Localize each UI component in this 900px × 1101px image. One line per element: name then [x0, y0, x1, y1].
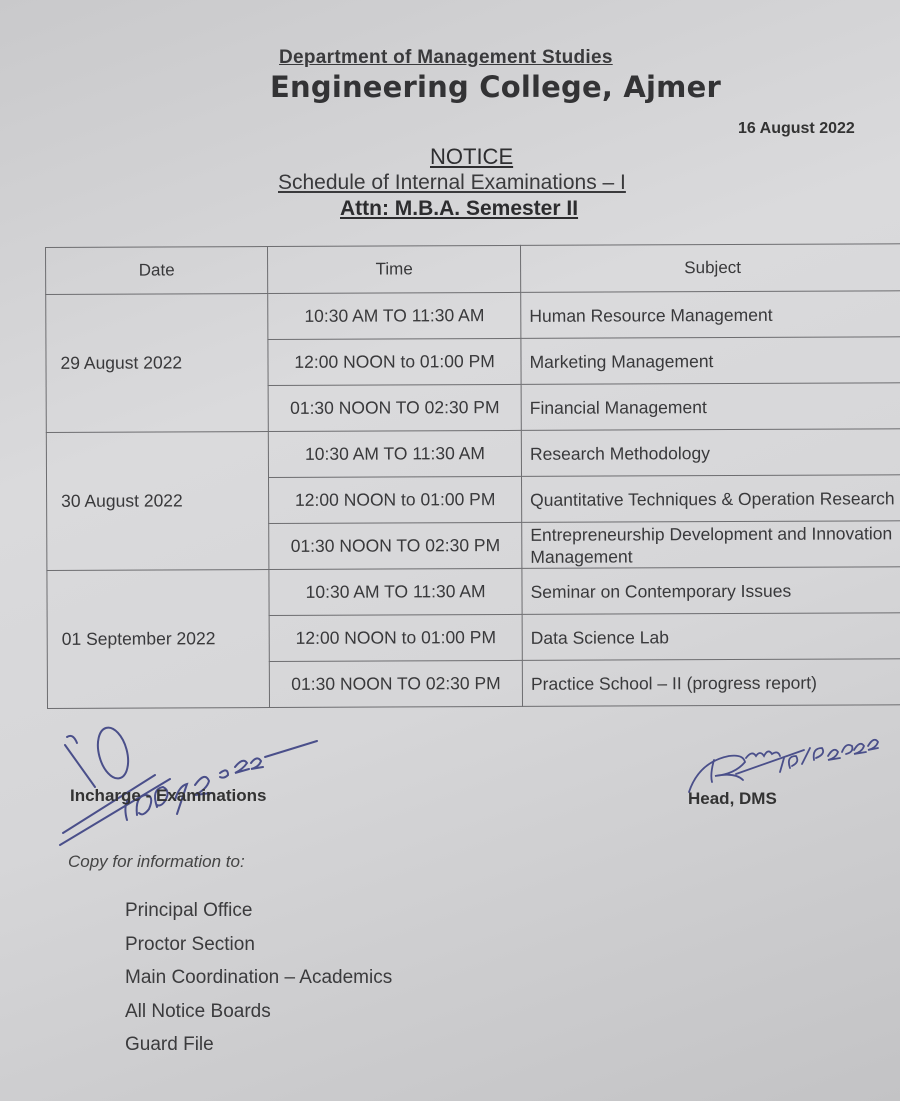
time-cell: 10:30 AM TO 11:30 AM: [269, 568, 522, 615]
list-item: Proctor Section: [125, 933, 255, 955]
subject-cell: Marketing Management: [521, 337, 900, 385]
time-cell: 01:30 NOON TO 02:30 PM: [269, 660, 522, 707]
incharge-examinations-label: Incharge - Examinations: [70, 786, 267, 805]
notice-heading: NOTICE: [430, 144, 514, 169]
column-header-subject: Subject: [521, 244, 900, 293]
exam-date-cell: 01 September 2022: [47, 570, 270, 709]
column-header-time: Time: [268, 245, 521, 293]
time-cell: 01:30 NOON TO 02:30 PM: [269, 522, 522, 569]
time-cell: 10:30 AM TO 11:30 AM: [268, 292, 521, 339]
copy-to-label: Copy for information to:: [68, 852, 245, 871]
column-header-date: Date: [46, 247, 268, 295]
exam-date-cell: 29 August 2022: [46, 294, 269, 433]
attention-line: Attn: M.B.A. Semester II: [340, 197, 579, 220]
subject-cell: Data Science Lab: [522, 613, 900, 661]
subject-cell: Human Resource Management: [521, 291, 900, 339]
subject-cell: Financial Management: [521, 383, 900, 431]
table-row: [47, 567, 900, 617]
list-item: Principal Office: [125, 900, 253, 921]
exam-date-cell: 30 August 2022: [46, 432, 269, 571]
notice-date: 16 August 2022: [738, 120, 855, 137]
subject-cell: Research Methodology: [521, 429, 900, 477]
time-cell: 12:00 NOON to 01:00 PM: [268, 338, 521, 385]
list-item: Main Coordination – Academics: [125, 967, 393, 988]
subject-cell: Quantitative Techniques & Operation Research: [522, 475, 900, 523]
table-header-row: [46, 244, 900, 295]
incharge-signature-icon: [55, 715, 325, 845]
subject-cell: Practice School – II (progress report): [522, 659, 900, 707]
college-name: Engineering College, Ajmer: [270, 70, 721, 104]
table-row: [46, 291, 900, 341]
subject-cell: Entrepreneurship Development and Innovation Management: [522, 521, 900, 569]
time-cell: 12:00 NOON to 01:00 PM: [269, 614, 522, 661]
notice-subtitle: Schedule of Internal Examinations – I: [278, 171, 626, 194]
time-cell: 01:30 NOON TO 02:30 PM: [268, 384, 521, 431]
list-item: Guard File: [125, 1034, 214, 1055]
subject-cell: Seminar on Contemporary Issues: [522, 567, 900, 615]
time-cell: 12:00 NOON to 01:00 PM: [269, 476, 522, 523]
head-dms-label: Head, DMS: [688, 789, 777, 808]
department-name: Department of Management Studies: [279, 47, 613, 68]
copy-recipients-list: [125, 900, 392, 1068]
time-cell: 10:30 AM TO 11:30 AM: [268, 430, 521, 477]
table-row: [46, 429, 900, 479]
list-item: All Notice Boards: [125, 1000, 271, 1022]
exam-schedule-table: [45, 243, 900, 709]
